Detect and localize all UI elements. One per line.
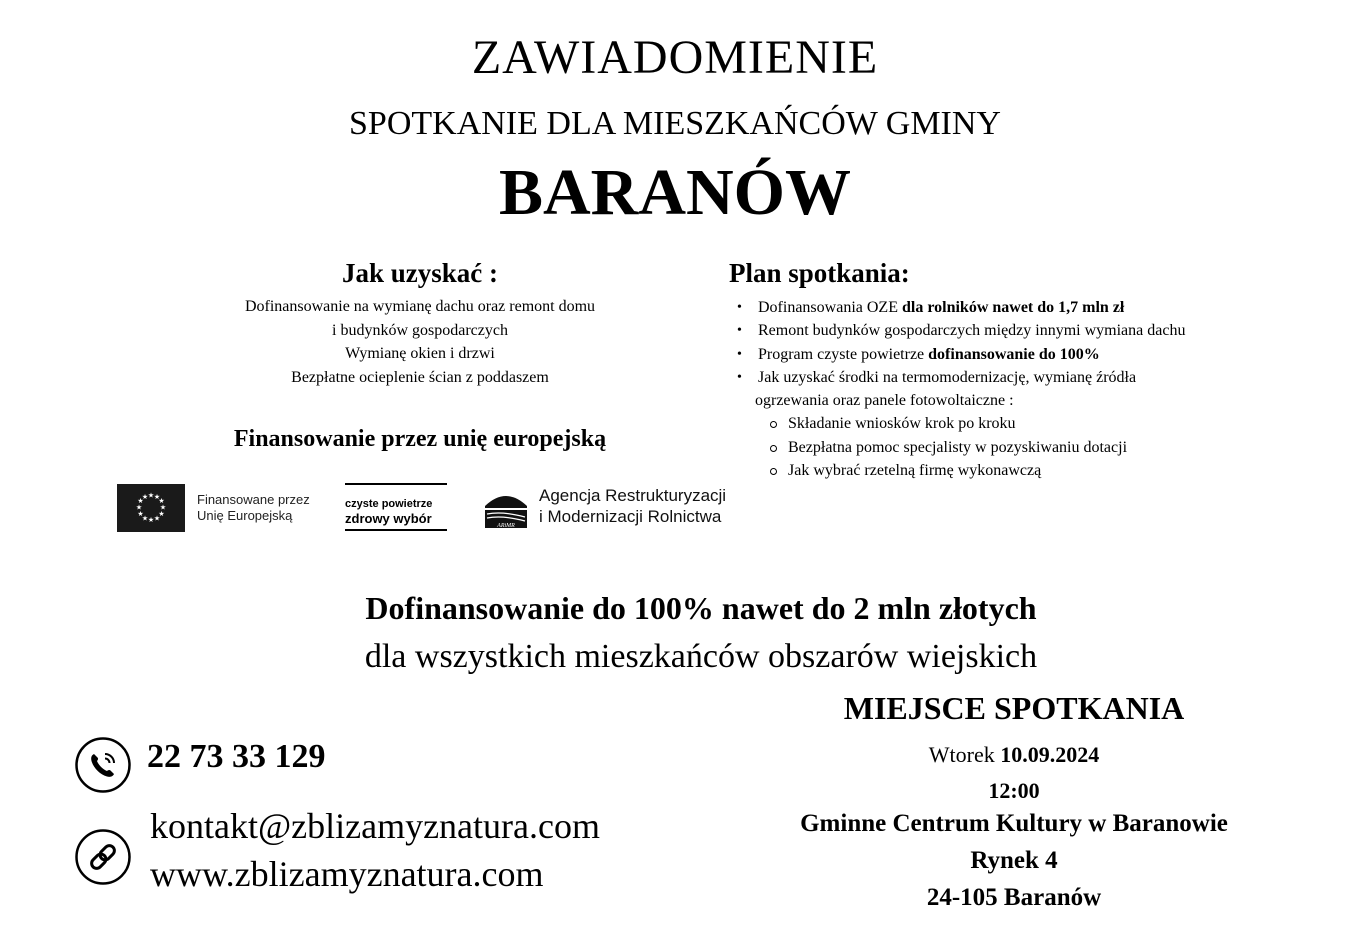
svg-text:★: ★: [153, 514, 161, 523]
svg-text:★: ★: [147, 516, 155, 524]
venue-street: Rynek 4: [970, 847, 1058, 874]
venue-heading: MIEJSCE SPOTKANIA: [843, 690, 1185, 726]
venue-day: Wtorek: [928, 742, 1001, 767]
phone-number[interactable]: 22 73 33 129: [147, 738, 326, 775]
how-to-list: [160, 295, 680, 389]
how-to-heading: Jak uzyskać :: [341, 258, 498, 288]
svg-text:★: ★: [141, 514, 149, 523]
how-to-line: i budynków gospodarczych: [332, 321, 508, 339]
svg-text:★: ★: [158, 510, 165, 518]
town-name: BARANÓW: [498, 156, 851, 229]
svg-text:★: ★: [141, 493, 149, 501]
eu-funding-label: [197, 492, 310, 524]
plan-item-bold-text: dofinansowanie do 100%: [928, 345, 1100, 363]
cp-logo-line: zdrowy wybór: [345, 511, 447, 531]
page-title: ZAWIADOMIENIE: [471, 31, 879, 84]
svg-text:★: ★: [153, 493, 161, 501]
funding-subline: dla wszystkich mieszkańców obszarów wiejskich: [364, 638, 1038, 675]
arimr-label: [539, 485, 726, 527]
plan-item-bold-text: dla rolników nawet do 1,7 mln zł: [901, 299, 1125, 316]
svg-text:★: ★: [147, 491, 155, 500]
eu-flag-logo: [117, 484, 185, 532]
page-subtitle: SPOTKANIE DLA MIESZKAŃCÓW GMINY: [349, 105, 1001, 142]
plan-subitem: [735, 436, 1335, 459]
plan-item: [735, 296, 1335, 319]
plan-item-continuation: [735, 389, 1335, 412]
plan-list: [735, 296, 1335, 482]
plan-subitem-text: Składanie wniosków krok po kroku: [788, 415, 1016, 433]
venue-date-value: 10.09.2024: [1000, 742, 1100, 767]
arimr-emblem-text: ARiMR: [497, 523, 515, 529]
how-to-line: Bezpłatne ocieplenie ścian z poddaszem: [291, 368, 549, 386]
arimr-label-line: Agencja Restrukturyzacji: [539, 486, 727, 505]
funding-headline: Dofinansowanie do 100% nawet do 2 mln złotych: [365, 590, 1037, 626]
website-link[interactable]: www.zblizamyznatura.com: [150, 854, 544, 894]
cp-logo-line: czyste powietrze: [345, 483, 447, 511]
czyste-powietrze-logo: [345, 483, 447, 531]
svg-text:★: ★: [137, 510, 144, 518]
arimr-label-line: i Modernizacji Rolnictwa: [539, 507, 722, 526]
arimr-emblem-icon: [483, 484, 529, 530]
plan-item-text: Program czyste powietrze: [758, 345, 929, 363]
plan-item-text: Jak uzyskać środki na termomodernizację, wymianę źródła: [758, 368, 1137, 386]
plan-item: [735, 343, 1335, 366]
venue-time: 12:00: [988, 778, 1040, 803]
svg-text:★: ★: [159, 503, 167, 512]
eu-stars-icon: [117, 484, 185, 532]
plan-subitem-text: Bezpłatna pomoc specjalisty w pozyskiwaniu dotacji: [788, 438, 1128, 456]
plan-item: [735, 366, 1335, 389]
svg-text:★: ★: [135, 503, 143, 512]
how-to-line: Dofinansowanie na wymianę dachu oraz remont domu: [244, 298, 596, 315]
eu-label-line: Unię Europejską: [197, 508, 293, 523]
svg-text:★: ★: [158, 497, 165, 505]
plan-subitem: [735, 459, 1335, 482]
email-link[interactable]: kontakt@zblizamyznatura.com: [150, 806, 600, 846]
plan-heading: Plan spotkania:: [729, 258, 910, 288]
plan-item-text: Remont budynków gospodarczych między innymi wymiana dachu: [758, 322, 1186, 340]
link-icon: [75, 829, 131, 885]
venue-city: 24-105 Baranów: [926, 884, 1102, 911]
plan-item: [735, 319, 1335, 342]
plan-subitem-text: Jak wybrać rzetelną firmę wykonawczą: [788, 462, 1042, 480]
eu-label-line: Finansowane przez: [197, 492, 310, 507]
how-to-line: Wymianę okien i drzwi: [345, 345, 495, 362]
financing-heading: Finansowanie przez unię europejską: [233, 426, 607, 452]
plan-subitem: [735, 412, 1335, 435]
venue-place: Gminne Centrum Kultury w Baranowie: [800, 810, 1228, 837]
phone-icon: [75, 737, 131, 793]
venue-date: [772, 740, 1256, 770]
svg-text:★: ★: [137, 497, 144, 505]
plan-item-text: ogrzewania oraz panele fotowoltaiczne :: [755, 392, 1014, 410]
plan-item-text: Dofinansowania OZE: [758, 299, 902, 316]
